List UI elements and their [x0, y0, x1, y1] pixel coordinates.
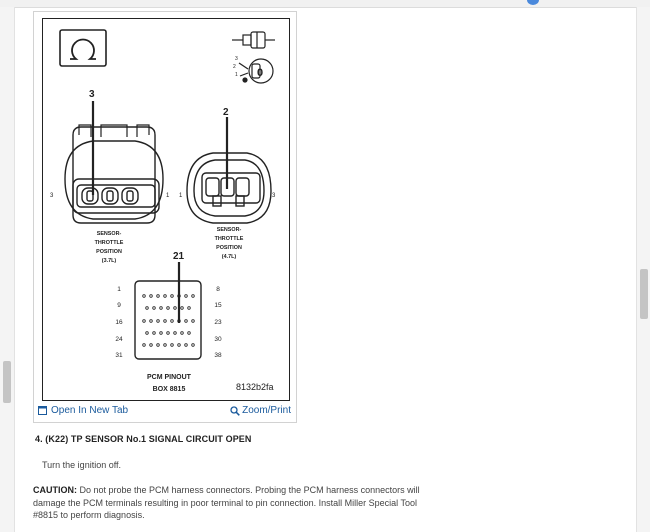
wiring-diagram[interactable] — [42, 18, 290, 401]
svg-text:(4.7L): (4.7L) — [221, 254, 237, 260]
key-zero-label: 0 — [257, 67, 264, 79]
svg-text:(3.7L): (3.7L) — [101, 258, 117, 264]
svg-text:15: 15 — [214, 302, 222, 309]
caution-text-line-3: #8815 to perform diagnosis. — [33, 510, 145, 520]
diagram-id: 8132b2fa — [236, 382, 274, 392]
right-connector-pin-1: 1 — [179, 193, 183, 199]
figure-toolbar — [38, 405, 293, 419]
caution-text-line-1: Do not probe the PCM harness connectors. Probing the PCM harness connectors will — [77, 485, 420, 495]
caution-note — [33, 484, 433, 522]
step-instruction: Turn the ignition off. — [42, 460, 122, 470]
step-heading: 4. (K22) TP SENSOR No.1 SIGNAL CIRCUIT OPEN — [35, 434, 252, 444]
open-in-new-tab-link[interactable] — [38, 405, 128, 416]
left-scrollbar-thumb[interactable] — [3, 361, 11, 403]
key-pos-1: 1 — [235, 72, 238, 78]
svg-text:THROTTLE: THROTTLE — [94, 240, 124, 246]
tps-connector-4-7l — [187, 153, 271, 223]
svg-text:30: 30 — [214, 336, 222, 343]
right-scrollbar[interactable] — [636, 7, 650, 532]
caution-text-line-2: damage the PCM terminals resulting in poor terminal to pin connection. Install Miller Special Tool — [33, 497, 418, 508]
svg-text:38: 38 — [214, 352, 222, 359]
tps-connector-3-7l — [65, 125, 163, 223]
magnifier-icon — [230, 406, 240, 416]
left-connector-pin-1: 1 — [166, 193, 170, 199]
callout-number-pcm: 21 — [173, 251, 185, 262]
svg-text:BOX 8815: BOX 8815 — [152, 386, 186, 393]
ignition-key-icon — [239, 59, 273, 83]
svg-text:9: 9 — [117, 302, 121, 309]
left-scrollbar[interactable] — [0, 7, 15, 532]
right-connector-pin-3: 3 — [272, 193, 276, 199]
svg-text:23: 23 — [214, 319, 222, 326]
right-scrollbar-thumb[interactable] — [640, 269, 648, 319]
top-toolbar — [0, 0, 650, 8]
new-tab-icon — [38, 406, 47, 415]
svg-text:THROTTLE: THROTTLE — [214, 236, 244, 242]
profile-avatar-icon[interactable] — [527, 0, 539, 5]
callout-number-left: 3 — [89, 89, 95, 100]
pcm-caption — [147, 374, 192, 393]
svg-text:1: 1 — [117, 286, 121, 293]
sensor-label-right — [215, 227, 244, 260]
svg-text:8: 8 — [216, 286, 220, 293]
test-probe-icon — [232, 32, 275, 48]
svg-text:24: 24 — [115, 336, 123, 343]
zoom-print-link[interactable] — [230, 405, 291, 416]
zoom-print-label: Zoom/Print — [242, 405, 291, 416]
svg-text:SENSOR-: SENSOR- — [216, 227, 242, 233]
sensor-label-left — [95, 231, 124, 264]
svg-text:PCM PINOUT: PCM PINOUT — [147, 374, 191, 381]
left-connector-pin-3: 3 — [50, 193, 54, 199]
ohmmeter-icon — [60, 30, 106, 66]
svg-text:POSITION: POSITION — [216, 245, 242, 251]
svg-text:POSITION: POSITION — [96, 249, 122, 255]
callout-number-right: 2 — [223, 107, 229, 118]
pcm-row-labels-left — [115, 286, 123, 359]
key-pos-2: 2 — [233, 64, 236, 70]
svg-text:31: 31 — [115, 352, 123, 359]
key-pos-3: 3 — [235, 56, 238, 62]
open-in-new-tab-label: Open In New Tab — [51, 405, 129, 416]
svg-text:16: 16 — [115, 319, 123, 326]
caution-label: CAUTION: — [33, 485, 77, 495]
pcm-connector — [135, 281, 201, 359]
pcm-row-labels-right — [214, 286, 222, 359]
svg-text:SENSOR-: SENSOR- — [96, 231, 122, 237]
